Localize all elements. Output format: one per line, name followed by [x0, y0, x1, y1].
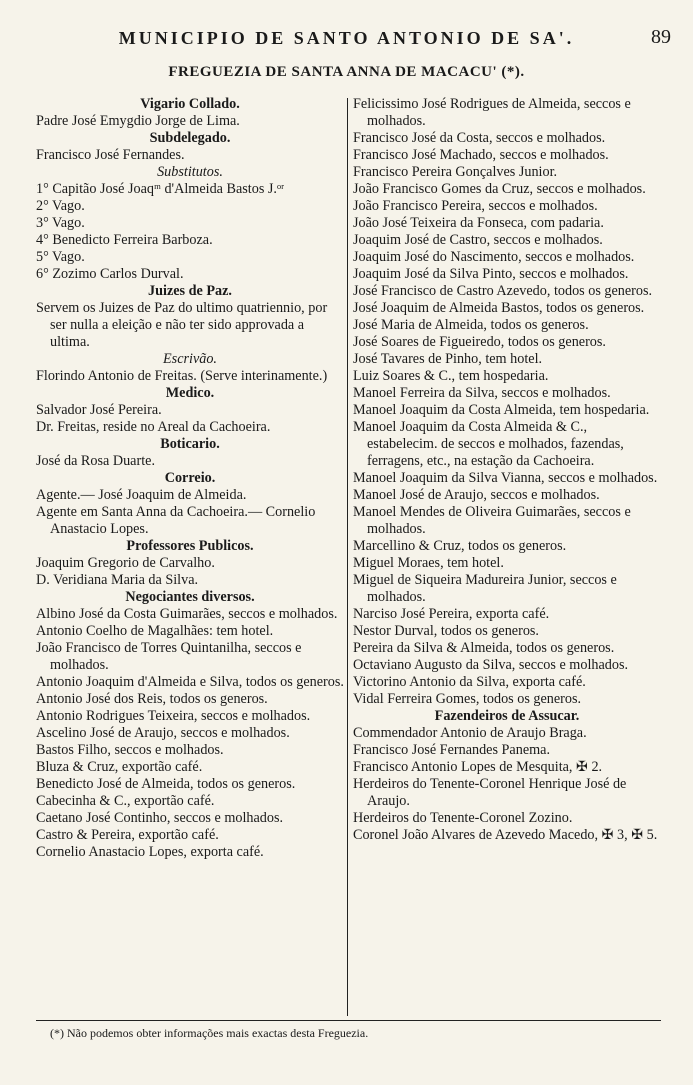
- right-column-entry: José Joaquim de Almeida Bastos, todos os generos.: [353, 300, 645, 316]
- right-column-entry: Miguel Moraes, tem hotel.: [353, 555, 504, 571]
- footnote: (*) Não podemos obter informações mais exactas desta Freguezia.: [50, 1026, 369, 1040]
- left-column-entry: Dr. Freitas, reside no Areal da Cachoeira.: [36, 419, 271, 435]
- footnote-rule: [36, 1020, 661, 1021]
- left-column-entry: Bluza & Cruz, exportão café.: [36, 759, 203, 775]
- left-column-entry: Benedicto José de Almeida, todos os generos.: [36, 776, 296, 792]
- right-column-entry: Joaquim José da Silva Pinto, seccos e molhados.: [353, 266, 629, 282]
- left-column-entry: Padre José Emygdio Jorge de Lima.: [36, 113, 240, 129]
- right-column-entry: José Soares de Figueiredo, todos os generos.: [353, 334, 606, 350]
- left-column-entry: 2° Vago.: [36, 198, 85, 214]
- left-column-entry: Caetano José Continho, seccos e molhados.: [36, 810, 284, 826]
- left-column-entry: 3° Vago.: [36, 215, 85, 231]
- right-column-entry: Manoel Mendes de Oliveira Guimarães, seccos e molhados.: [353, 504, 631, 537]
- left-column-entry: Antonio José dos Reis, todos os generos.: [36, 691, 268, 707]
- right-column-entry: Vidal Ferreira Gomes, todos os generos.: [353, 691, 582, 707]
- left-column-heading: Correio.: [164, 470, 216, 486]
- left-column-heading: Vigario Collado.: [140, 96, 240, 112]
- left-column-entry: João Francisco de Torres Quintanilha, seccos e molhados.: [36, 640, 302, 673]
- right-column-entry: Joaquim José de Castro, seccos e molhados.: [353, 232, 603, 248]
- right-column-entry: Luiz Soares & C., tem hospedaria.: [353, 368, 549, 384]
- parish-subtitle: FREGUEZIA DE SANTA ANNA DE MACACU' (*).: [168, 64, 525, 80]
- right-column-entry: Manoel Joaquim da Silva Vianna, seccos e molhados.: [353, 470, 658, 486]
- right-column-entry: João José Teixeira da Fonseca, com padaria.: [353, 215, 604, 231]
- right-column-entry: Francisco José Fernandes Panema.: [353, 742, 550, 758]
- right-column-entry: Manoel José de Araujo, seccos e molhados.: [353, 487, 600, 503]
- right-column-entry: Pereira da Silva & Almeida, todos os generos.: [353, 640, 615, 656]
- left-column-heading: Negociantes diversos.: [125, 589, 255, 605]
- left-column-heading: Professores Publicos.: [126, 538, 254, 554]
- right-column-entry: Coronel João Alvares de Azevedo Macedo, ✠ 3, ✠ 5.: [353, 827, 658, 843]
- left-column-entry: José da Rosa Duarte.: [36, 453, 155, 469]
- right-column-entry: Herdeiros do Tenente-Coronel Henrique José de Araujo.: [353, 776, 627, 809]
- left-column-entry: Salvador José Pereira.: [36, 402, 162, 418]
- right-column-entry: Narciso José Pereira, exporta café.: [353, 606, 550, 622]
- left-column-entry: Agente em Santa Anna da Cachoeira.— Cornelio Anastacio Lopes.: [36, 504, 316, 537]
- left-column-subheading: Escrivão.: [163, 351, 217, 367]
- right-column-entry: Miguel de Siqueira Madureira Junior, seccos e molhados.: [353, 572, 617, 605]
- left-column-entry: Francisco José Fernandes.: [36, 147, 185, 163]
- right-column-entry: Marcellino & Cruz, todos os generos.: [353, 538, 567, 554]
- right-column-entry: Nestor Durval, todos os generos.: [353, 623, 539, 639]
- right-column-entry: Francisco José da Costa, seccos e molhados.: [353, 130, 606, 146]
- right-column-entry: João Francisco Gomes da Cruz, seccos e molhados.: [353, 181, 646, 197]
- left-column-entry: Antonio Coelho de Magalhães: tem hotel.: [36, 623, 274, 639]
- right-column-entry: João Francisco Pereira, seccos e molhados.: [353, 198, 598, 214]
- page-number: 89: [651, 26, 671, 48]
- left-column-heading: Subdelegado.: [149, 130, 231, 146]
- right-column-entry: Manoel Joaquim da Costa Almeida, tem hospedaria.: [353, 402, 650, 418]
- page-header-title: MUNICIPIO DE SANTO ANTONIO DE SA'.: [118, 28, 575, 48]
- right-column-heading: Fazendeiros de Assucar.: [434, 708, 580, 724]
- right-column-entry: Octaviano Augusto da Silva, seccos e molhados.: [353, 657, 629, 673]
- right-column-entry: Francisco Antonio Lopes de Mesquita, ✠ 2.: [353, 759, 603, 775]
- right-column-entry: Francisco José Machado, seccos e molhados.: [353, 147, 609, 163]
- left-column-entry: Servem os Juizes de Paz do ultimo quatriennio, por ser nulla a eleição e não ter sido approvada a ultima.: [36, 300, 328, 350]
- left-column-entry: 4° Benedicto Ferreira Barboza.: [36, 232, 213, 248]
- left-column-entry: Albino José da Costa Guimarães, seccos e molhados.: [36, 606, 338, 622]
- left-column-entry: 1° Capitão José Joaqᵐ d'Almeida Bastos J.ᵒʳ: [36, 181, 285, 197]
- right-column-entry: Herdeiros do Tenente-Coronel Zozino.: [353, 810, 573, 826]
- right-column-entry: Commendador Antonio de Araujo Braga.: [353, 725, 587, 741]
- left-column-entry: Joaquim Gregorio de Carvalho.: [36, 555, 215, 571]
- left-column-entry: Antonio Rodrigues Teixeira, seccos e molhados.: [36, 708, 311, 724]
- left-column-entry: D. Veridiana Maria da Silva.: [36, 572, 199, 588]
- right-column-entry: Manoel Ferreira da Silva, seccos e molhados.: [353, 385, 611, 401]
- left-column: [36, 96, 344, 861]
- right-column: [353, 96, 661, 844]
- right-column-entry: Joaquim José do Nascimento, seccos e molhados.: [353, 249, 635, 265]
- right-column-entry: José Maria de Almeida, todos os generos.: [353, 317, 589, 333]
- right-column-entry: Felicissimo José Rodrigues de Almeida, seccos e molhados.: [353, 96, 631, 129]
- right-column-entry: Victorino Antonio da Silva, exporta café.: [353, 674, 586, 690]
- left-column-heading: Medico.: [165, 385, 215, 401]
- left-column-entry: Cornelio Anastacio Lopes, exporta café.: [36, 844, 264, 860]
- left-column-entry: Agente.— José Joaquim de Almeida.: [36, 487, 247, 503]
- column-divider: [347, 98, 348, 1016]
- left-column-entry: Bastos Filho, seccos e molhados.: [36, 742, 224, 758]
- right-column-entry: Manoel Joaquim da Costa Almeida & C., estabelecim. de seccos e molhados, fazendas, ferragens, etc., na estação da Cachoeira.: [353, 419, 624, 469]
- left-column-entry: Antonio Joaquim d'Almeida e Silva, todos os generos.: [36, 674, 344, 690]
- left-column-entry: Florindo Antonio de Freitas. (Serve interinamente.): [36, 368, 328, 384]
- right-column-entry: José Francisco de Castro Azevedo, todos os generos.: [353, 283, 653, 299]
- left-column-entry: Castro & Pereira, exportão café.: [36, 827, 219, 843]
- left-column-heading: Boticario.: [160, 436, 220, 452]
- left-column-entry: 6° Zozimo Carlos Durval.: [36, 266, 184, 282]
- left-column-entry: 5° Vago.: [36, 249, 85, 265]
- right-column-entry: Francisco Pereira Gonçalves Junior.: [353, 164, 558, 180]
- left-column-heading: Juizes de Paz.: [148, 283, 232, 299]
- left-column-subheading: Substitutos.: [157, 164, 223, 180]
- right-column-entry: José Tavares de Pinho, tem hotel.: [353, 351, 543, 367]
- left-column-entry: Cabecinha & C., exportão café.: [36, 793, 215, 809]
- left-column-entry: Ascelino José de Araujo, seccos e molhados.: [36, 725, 290, 741]
